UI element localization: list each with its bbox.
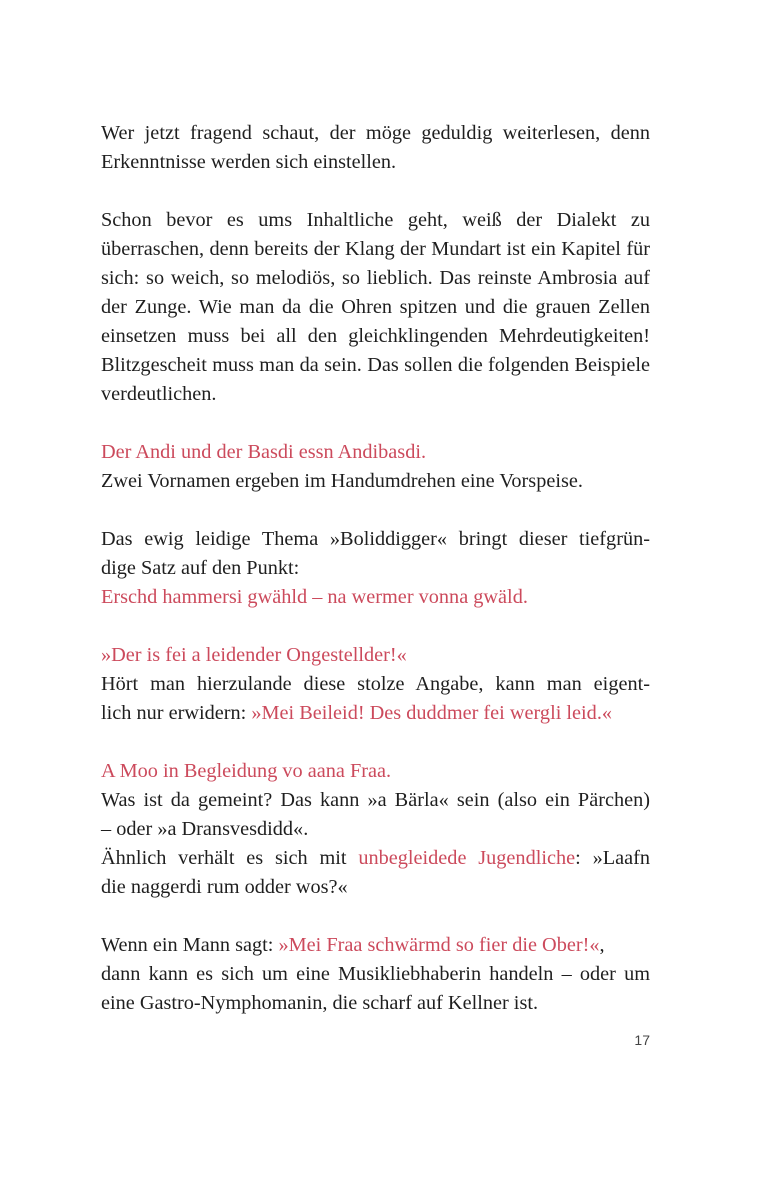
example-line: [101, 931, 650, 960]
dialect-quote: »Der is fei a leidender Ongestellder!«: [101, 644, 407, 666]
dialect-quote: »Mei Beileid! Des duddmer fei wergli leid.«: [251, 702, 613, 724]
paragraph-intro: [101, 119, 650, 177]
example-companion: [101, 757, 650, 902]
dialect-quote: »Mei Fraa schwärmd so fier die Ober!«: [278, 934, 600, 956]
example-explanation: dige Satz auf den Punkt:: [101, 557, 300, 579]
example-explanation: Wenn ein Mann sagt:: [101, 934, 279, 956]
example-employee: [101, 641, 650, 728]
paragraph-text: Schon bevor es ums Inhaltliche geht, weiß der Dialekt zu überraschen, denn bereits der Klang der Mundart ist ein Kapitel für sich: so weich, so melodiös, so lieblich. Das reinste Ambrosia auf der Zunge. Wie man da die Ohren spitzen und die grauen Zellen einsetzen muss bei all den gleichklingenden Mehrdeutigkeiten! Blitzgescheit muss man da sein. Das sollen die folgenden Beispiele verdeutlichen.: [101, 209, 650, 405]
example-waiter: [101, 931, 650, 1018]
example-explanation: Zwei Vornamen ergeben im Handumdrehen eine Vorspeise.: [101, 470, 583, 492]
example-politics: [101, 525, 650, 612]
dialect-quote: unbegleidede Jugendliche: [358, 847, 576, 869]
example-explanation: die naggerdi rum odder wos?«: [101, 876, 348, 898]
page-number: 17: [634, 1032, 650, 1048]
dialect-quote: Der Andi und der Basdi essn Andibasdi.: [101, 441, 427, 463]
example-explanation: : »Laafn: [575, 847, 651, 869]
example-explanation: Hört man hierzulande diese stolze Angabe, kann man eigent-: [101, 673, 650, 695]
dialect-quote: Erschd hammersi gwähld – na wermer vonna gwäld.: [101, 586, 528, 608]
example-explanation: Ähnlich verhält es sich mit: [101, 847, 359, 869]
body-text: [101, 119, 650, 1047]
example-explanation: Das ewig leidige Thema »Boliddigger« bringt dieser tiefgrün-: [101, 528, 650, 550]
example-line: [101, 844, 650, 873]
paragraph-dialect-sound: [101, 206, 650, 409]
example-explanation: Was ist da gemeint? Das kann »a Bärla« sein (also ein Pärchen): [101, 789, 650, 811]
example-line: [101, 699, 650, 728]
example-explanation: lich nur erwidern:: [101, 702, 252, 724]
paragraph-text: Wer jetzt fragend schaut, der möge geduldig weiterlesen, denn Erkenntnisse werden sich einstellen.: [101, 122, 650, 173]
example-andibasdi: [101, 438, 650, 496]
example-explanation: – oder »a Dransvesdidd«.: [101, 818, 309, 840]
dialect-quote: A Moo in Begleidung vo aana Fraa.: [101, 760, 392, 782]
example-explanation: ,: [599, 934, 605, 956]
example-explanation: dann kann es sich um eine Musikliebhaberin handeln – oder um eine Gastro-Nymphomanin, die scharf auf Kellner ist.: [101, 963, 650, 1014]
